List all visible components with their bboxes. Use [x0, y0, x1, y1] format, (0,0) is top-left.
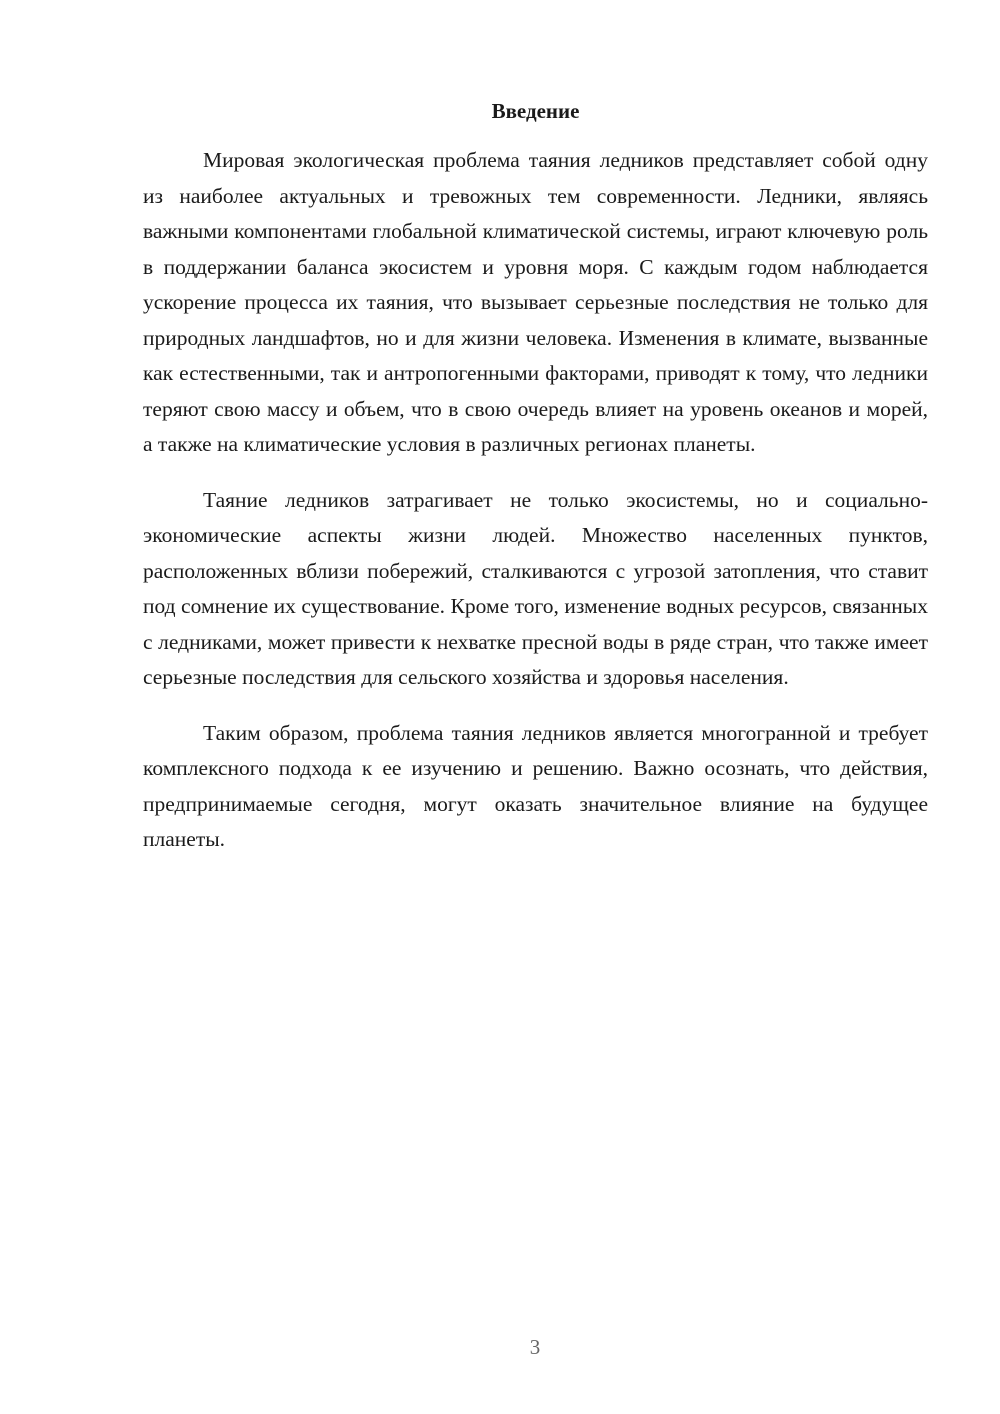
page-number: 3	[529, 1335, 541, 1359]
paragraph: Таяние ледников затрагивает не только экосистемы, но и социально-экономические аспекты жизни людей. Множество населенных пунктов, расположенных вблизи побережий, сталкиваются с угрозой затопления, что ставит под сомнение их существование. Кроме того, изменение водных ресурсов, связанных с ледниками, может привести к нехватке пресной воды в ряде стран, что также имеет серьезные последствия для сельского хозяйства и здоровья населения.	[143, 487, 928, 689]
paragraph: Мировая экологическая проблема таяния ледников представляет собой одну из наиболее актуальных и тревожных тем современности. Ледники, являясь важными компонентами глобальной климатической системы, играют ключевую роль в поддержании баланса экосистем и уровня моря. С каждым годом наблюдается ускорение процесса их таяния, что вызывает серьезные последствия не только для природных ландшафтов, но и для жизни человека. Изменения в климате, вызванные как естественными, так и антропогенными факторами, приводят к тому, что ледники теряют свою массу и объем, что в свою очередь влияет на уровень океанов и морей, а также на климатические условия в различных регионах планеты.	[143, 148, 928, 456]
section-heading: Введение	[491, 99, 580, 123]
paragraph: Таким образом, проблема таяния ледников является многогранной и требует комплексного подхода к ее изучению и решению. Важно осознать, что действия, предпринимаемые сегодня, могут оказать значительное влияние на будущее планеты.	[143, 720, 928, 851]
body-text	[143, 143, 928, 858]
